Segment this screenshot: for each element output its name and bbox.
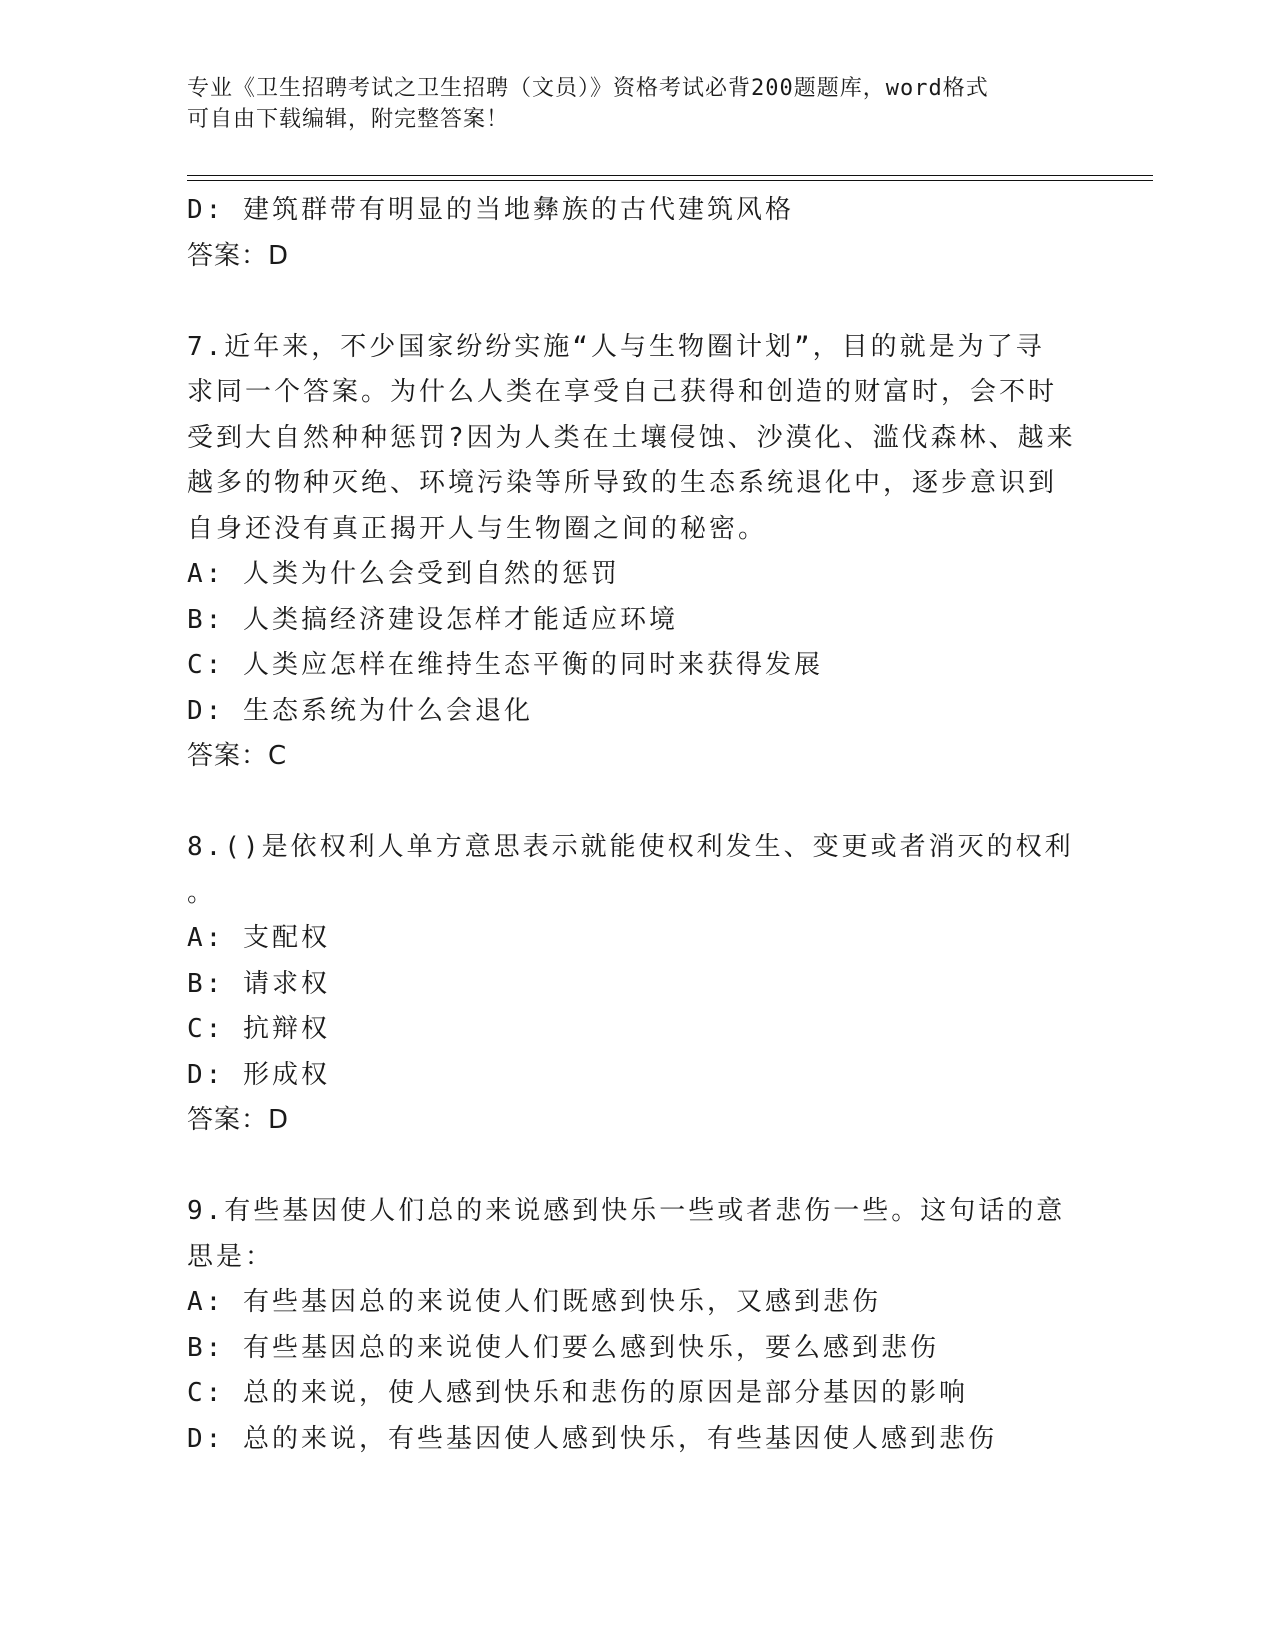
question-stem	[187, 1189, 1087, 1280]
answer-line: 答案：C	[187, 741, 288, 771]
option-d: D: 形成权	[187, 1059, 330, 1090]
question-stem	[187, 325, 1087, 553]
answer-line: 答案：D	[187, 1105, 290, 1135]
stem-line: 8.()是依权利人单方意思表示就能使权利发生、变更或者消灭的权利	[187, 832, 1074, 862]
question-9	[187, 1189, 1087, 1462]
stem-line: 求同一个答案。为什么人类在享受自己获得和创造的财富时，会不时	[187, 377, 1058, 407]
option-d: D: 生态系统为什么会退化	[187, 695, 533, 726]
page-header	[187, 73, 1067, 135]
stem-line: 受到大自然种种惩罚?因为人类在土壤侵蚀、沙漠化、滥伐森林、越来	[187, 422, 1076, 453]
question-8	[187, 825, 1087, 1144]
option-a: A: 支配权	[187, 923, 330, 953]
option-b: B: 请求权	[187, 968, 330, 999]
question-7	[187, 325, 1087, 780]
question-stem	[187, 825, 1087, 916]
document-body	[187, 188, 1087, 1462]
previous-question-tail	[187, 188, 1087, 279]
spacer	[187, 780, 1087, 826]
option-a: A: 人类为什么会受到自然的惩罚	[187, 559, 620, 589]
stem-line: 自身还没有真正揭开人与生物圈之间的秘密。	[187, 513, 768, 544]
header-title-line-2: 可自由下载编辑，附完整答案！	[187, 107, 510, 132]
stem-line: 7.近年来，不少国家纷纷实施“人与生物圈计划”，目的就是为了寻	[187, 331, 1045, 362]
option-d: D: 总的来说，有些基因使人感到快乐，有些基因使人感到悲伤	[187, 1423, 997, 1454]
option-c: C: 总的来说，使人感到快乐和悲伤的原因是部分基因的影响	[187, 1378, 968, 1408]
stem-line: 。	[187, 877, 217, 908]
header-title-line-1: 专业《卫生招聘考试之卫生招聘（文员）》资格考试必背200题题库，word格式	[187, 76, 989, 101]
option-b: B: 人类搞经济建设怎样才能适应环境	[187, 604, 678, 635]
answer-line: 答案：D	[187, 240, 290, 271]
spacer	[187, 1144, 1087, 1190]
stem-line: 思是：	[187, 1241, 275, 1272]
stem-line: 越多的物种灭绝、环境污染等所导致的生态系统退化中，逐步意识到	[187, 468, 1058, 498]
option-d: D: 建筑群带有明显的当地彝族的古代建筑风格	[187, 195, 794, 225]
header-divider	[187, 175, 1153, 181]
option-c: C: 抗辩权	[187, 1014, 330, 1044]
option-a: A: 有些基因总的来说使人们既感到快乐，又感到悲伤	[187, 1287, 881, 1317]
option-c: C: 人类应怎样在维持生态平衡的同时来获得发展	[187, 650, 823, 680]
stem-line: 9.有些基因使人们总的来说感到快乐一些或者悲伤一些。这句话的意	[187, 1196, 1066, 1226]
spacer	[187, 279, 1087, 325]
option-b: B: 有些基因总的来说使人们要么感到快乐，要么感到悲伤	[187, 1332, 939, 1363]
